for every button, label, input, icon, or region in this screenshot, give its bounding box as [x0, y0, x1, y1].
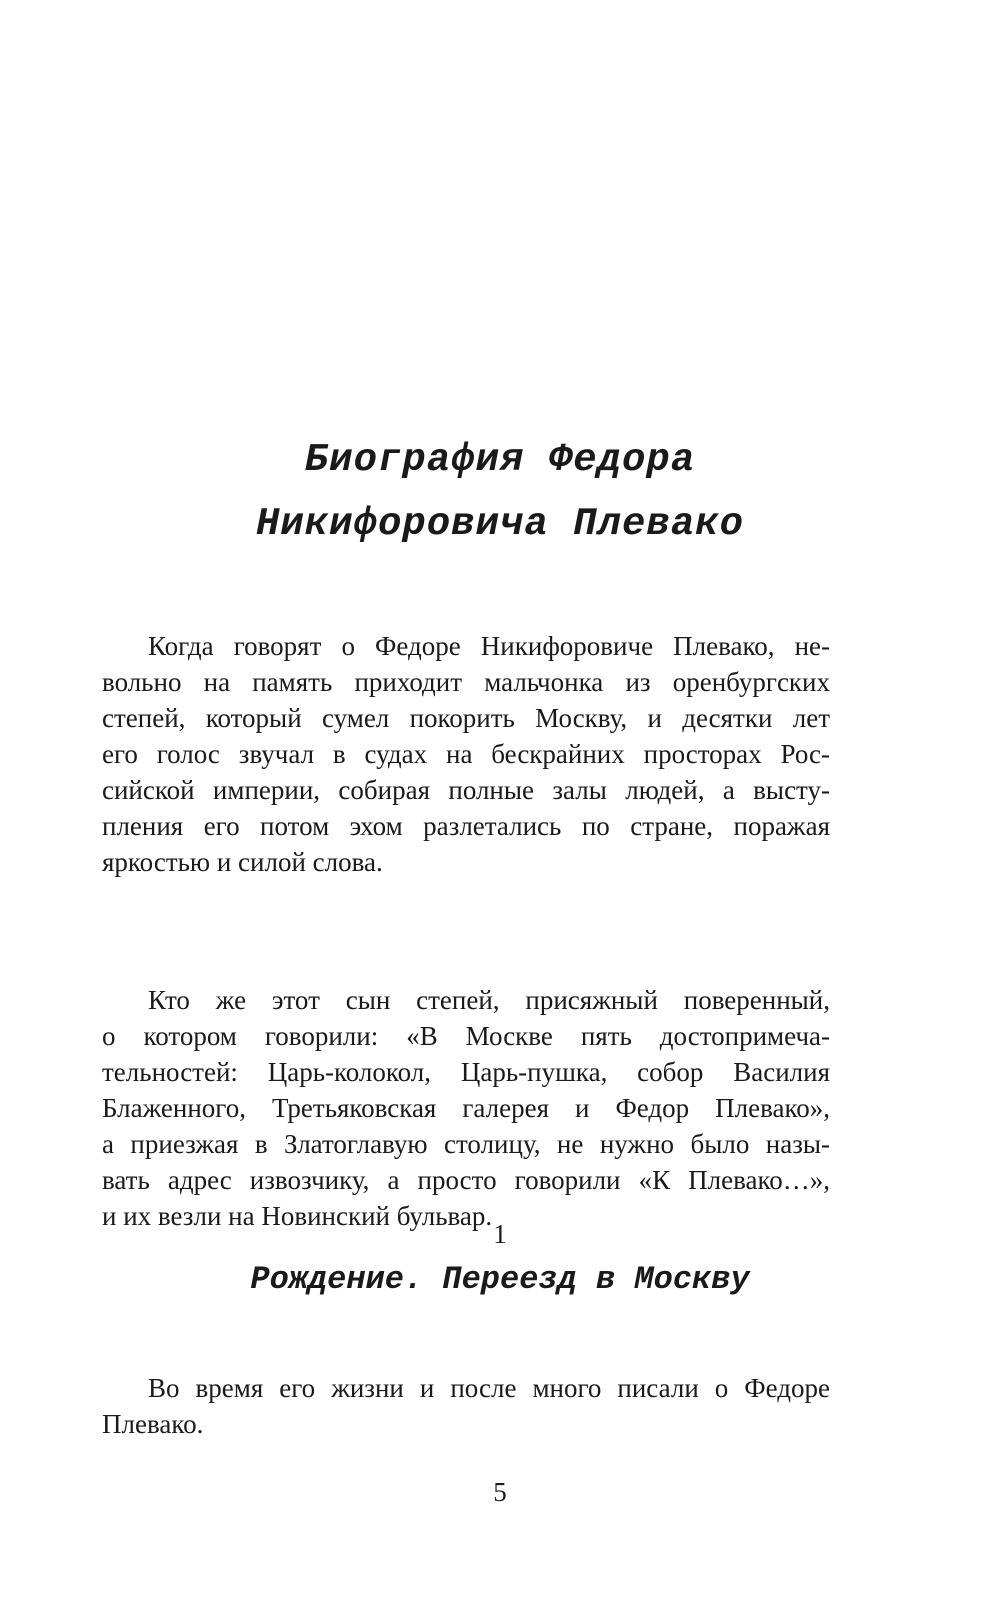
paragraph-line: о котором говорили: «В Москве пять достопримеча-	[102, 1021, 830, 1051]
paragraph-line: яркостью и силой слова.	[102, 847, 383, 877]
page-number: 5	[493, 1477, 507, 1507]
paragraph-line: а приезжая в Златоглавую столицу, не нужно было назы-	[102, 1129, 830, 1159]
paragraph-line: Кто же этот сын степей, присяжный поверенный,	[148, 985, 830, 1015]
second-paragraph	[102, 982, 830, 1234]
biography-title	[100, 428, 900, 556]
paragraph-line: его голос звучал в судах на бескрайних просторах Рос-	[102, 739, 830, 769]
paragraph-line: степей, который сумел покорить Москву, и десятки лет	[102, 703, 830, 733]
paragraph-line: Блаженного, Третьяковская галерея и Федор Плевако»,	[102, 1093, 830, 1123]
paragraph-line: Когда говорят о Федоре Никифоровиче Плевако, не-	[148, 631, 830, 661]
intro-text	[102, 628, 830, 880]
paragraph-line: сийской империи, собирая полные залы людей, а высту-	[102, 775, 830, 805]
chapter-title: Рождение. Переезд в Москву	[250, 1261, 750, 1298]
paragraph-line: и их везли на Новинский бульвар.	[102, 1201, 493, 1231]
paragraph-line: пления его потом эхом разлетались по стране, поражая	[102, 811, 830, 841]
title-line: Никифоровича Плевако	[255, 502, 745, 546]
chapter-paragraph	[102, 1370, 830, 1442]
chapter-number: 1	[493, 1219, 507, 1249]
paragraph-line: вать адрес извозчику, а просто говорили «К Плевако…»,	[102, 1165, 830, 1195]
paragraph-line: вольно на память приходит мальчонка из оренбургских	[102, 667, 830, 697]
paragraph-line: тельностей: Царь-колокол, Царь-пушка, собор Василия	[102, 1057, 830, 1087]
paragraph-line: Плевако.	[102, 1409, 204, 1439]
title-line: Биография Федора	[304, 438, 696, 482]
paragraph-line: Во время его жизни и после много писали о Федоре	[148, 1373, 830, 1403]
